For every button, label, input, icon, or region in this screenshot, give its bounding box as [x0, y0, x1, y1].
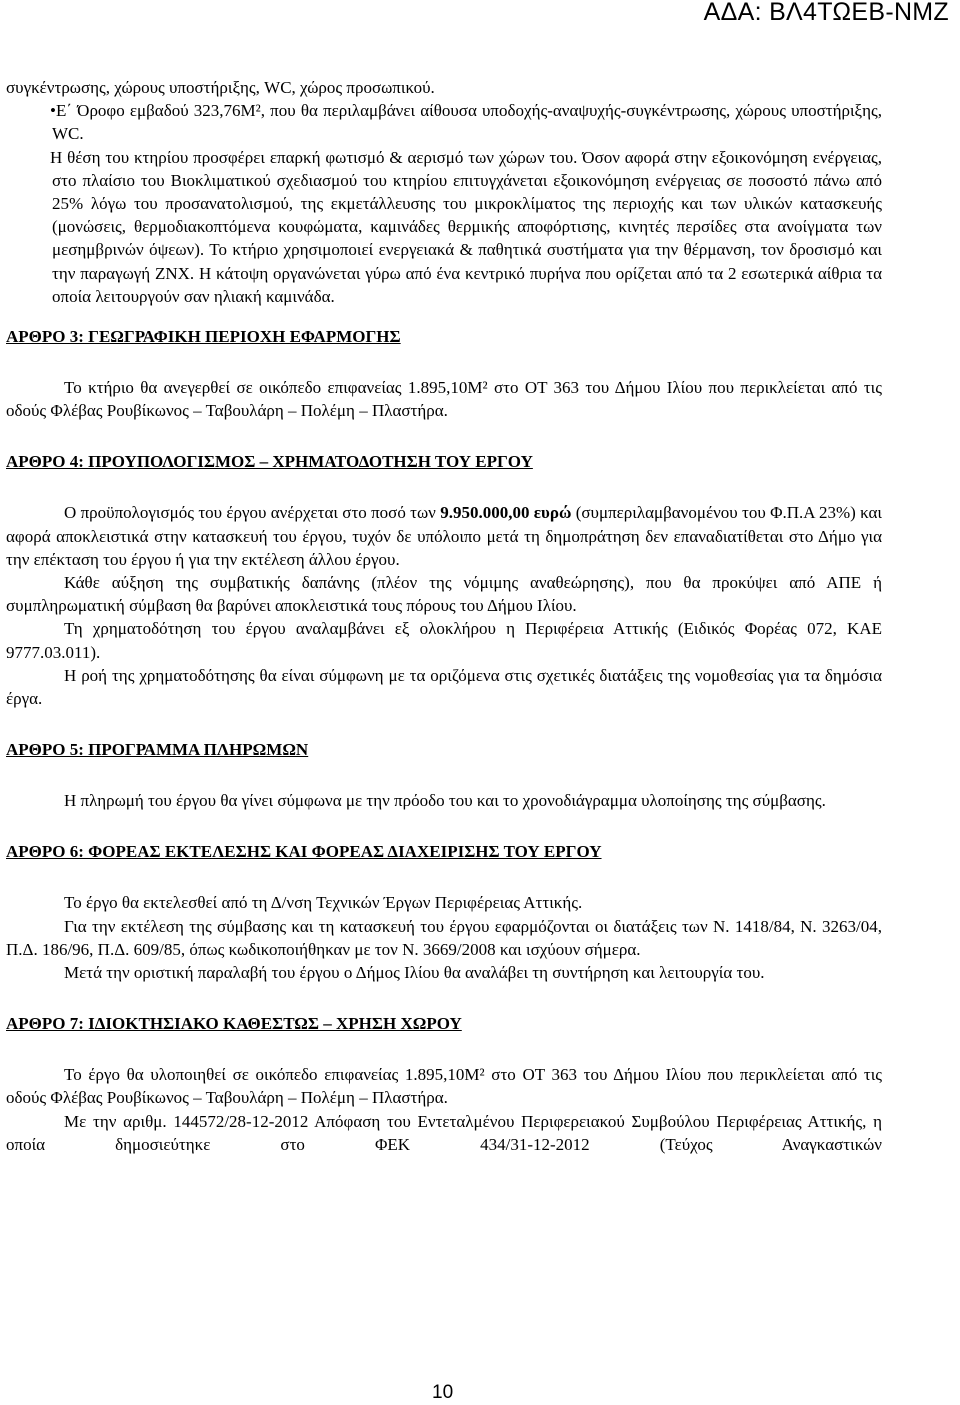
intro-paragraph: Η θέση του κτηρίου προσφέρει επαρκή φωτισμό & αερισμό των χώρων του. Όσον αφορά στην εξοικονόμηση ενέργειας, στο πλαίσιο του Βιοκλιματικού σχεδιασμού του κτηρίου επιτυγχάνεται εξοικονόμηση ενέργειας σε ποσοστό πάνω από 25% λόγω του προσανατολισμού, της εκμετάλλευσης του μικροκλίματος της περιοχής και των υλικών κατασκευής (μονώσεις, θερμοδιακοπτόμενα κουφώματα, καμινάδες θερμικής αποφόρτισης, κινητές περσίδες στα ανοίγματα των μεσημβρινών όψεων). Το κτήριο χρησιμοποιεί ενεργειακά & παθητικά συστήματα για την θέρμανση, τον δροσισμό και την παραγωγή ΖΝΧ. Η κάτοψη οργανώνεται γύρω από ένα κεντρικό πυρήνα που ορίζεται από τα 2 εσωτερικά αίθρια τα οποία λειτουργούν σαν ηλιακή καμινάδα. [50, 147, 882, 306]
article-3-heading: ΑΡΘΡΟ 3: ΓΕΩΓΡΑΦΙΚΗ ΠΕΡΙΟΧΗ ΕΦΑΡΜΟΓΗΣ [6, 327, 401, 347]
ada-code: ΑΔΑ: ΒΛ4ΤΩΕΒ-ΝΜΖ [703, 0, 949, 26]
article-4-heading: ΑΡΘΡΟ 4: ΠΡΟΥΠΟΛΟΓΙΣΜΟΣ – ΧΡΗΜΑΤΟΔΟΤΗΣΗ ΤΟΥ ΕΡΓΟΥ [6, 452, 533, 472]
article-6-paragraph-1: Το έργο θα εκτελεσθεί από τη Δ/νση Τεχνικών Έργων Περιφέρειας Αττικής. [64, 893, 583, 913]
page-number: 10 [432, 1382, 454, 1403]
budget-text-prefix: Ο προϋπολογισμός του έργου ανέρχεται στο ποσό των [64, 503, 441, 523]
article-4-paragraph-3: Τη χρηματοδότηση του έργου αναλαμβάνει εξ ολοκλήρου η Περιφέρεια Αττικής (Ειδικός Φορέας 072, ΚΑΕ 9777.03.011). [6, 619, 882, 662]
article-7-paragraph-2: Με την αριθμ. 144572/28-12-2012 Απόφαση του Εντεταλμένου Περιφερειακού Συμβούλου Περιφέρειας Αττικής, η οποία δημοσιεύτηκε στο ΦΕΚ 434/31-12-2012 (Τεύχος Αναγκαστικών [6, 1111, 882, 1154]
article-5-heading: ΑΡΘΡΟ 5: ΠΡΟΓΡΑΜΜΑ ΠΛΗΡΩΜΩΝ [6, 740, 309, 760]
article-4-paragraph-4: Η ροή της χρηματοδότησης θα είναι σύμφωνη με τα οριζόμενα στις σχετικές διατάξεις της νομοθεσίας για τα δημόσια έργα. [6, 665, 882, 709]
article-7-paragraph-1: Το έργο θα υλοποιηθεί σε οικόπεδο επιφανείας 1.895,10Μ² στο ΟΤ 363 του Δήμου Ιλίου που περικλείεται από τις οδούς Φλέβας Ρουβίκωνος – Ταβουλάρη – Πολέμη – Πλαστήρα. [6, 1065, 882, 1108]
budget-text-suffix: (συμπεριλαμβανομένου του Φ.Π.Α 23%) και αφορά αποκλειστικά στην κατασκευή του έργου, τυχόν δε υπόλοιπο μετά τη δημοπράτηση δεν επαναδιατίθεται στο Δήμο για την επέκταση του έργου ή για την εκτέλεση άλλου έργου. [6, 503, 882, 569]
intro-bullet: •Ε΄ Όροφο εμβαδού 323,76Μ², που θα περιλαμβάνει αίθουσα υποδοχής-αναψυχής-συγκέντρωσης, χώρους υποστήριξης, WC. [50, 101, 882, 144]
article-4-paragraph-2: Κάθε αύξηση της συμβατικής δαπάνης (πλέον της νόμιμης αναθεώρησης), που θα προκύψει από ΑΠΕ ή συμπληρωματική σύμβαση θα βαρύνει αποκλειστικά τους πόρους του Δήμου Ιλίου. [6, 573, 882, 616]
article-4-paragraph-1 [6, 501, 882, 571]
article-5-paragraph: Η πληρωμή του έργου θα γίνει σύμφωνα με την πρόοδο του και το χρονοδιάγραμμα υλοποίησης της σύμβασης. [64, 791, 826, 811]
article-6-paragraph-2: Για την εκτέλεση της σύμβασης και τη κατασκευή του έργου εφαρμόζονται οι διατάξεις των Ν. 1418/84, Ν. 3263/04, Π.Δ. 186/96, Π.Δ. 609/85, όπως κωδικοποιήθηκαν με τον Ν. 3669/2008 και ισχύουν σήμερα. [6, 916, 882, 959]
article-7-heading: ΑΡΘΡΟ 7: ΙΔΙΟΚΤΗΣΙΑΚΟ ΚΑΘΕΣΤΩΣ – ΧΡΗΣΗ ΧΩΡΟΥ [6, 1014, 462, 1034]
intro-line: συγκέντρωσης, χώρους υποστήριξης, WC, χώρος προσωπικού. [6, 78, 435, 97]
document-body [6, 76, 882, 1156]
article-6-heading: ΑΡΘΡΟ 6: ΦΟΡΕΑΣ ΕΚΤΕΛΕΣΗΣ ΚΑΙ ΦΟΡΕΑΣ ΔΙΑΧΕΙΡΙΣΗΣ ΤΟΥ ΕΡΓΟΥ [6, 842, 602, 862]
article-6-paragraph-3: Μετά την οριστική παραλαβή του έργου ο Δήμος Ιλίου θα αναλάβει τη συντήρηση και λειτουργία του. [64, 963, 765, 983]
article-3-paragraph: Το κτήριο θα ανεγερθεί σε οικόπεδο επιφανείας 1.895,10Μ² στο ΟΤ 363 του Δήμου Ιλίου που περικλείεται από τις οδούς Φλέβας Ρουβίκωνος – Ταβουλάρη – Πολέμη – Πλαστήρα. [6, 378, 882, 421]
budget-amount: 9.950.000,00 ευρώ [440, 503, 572, 523]
